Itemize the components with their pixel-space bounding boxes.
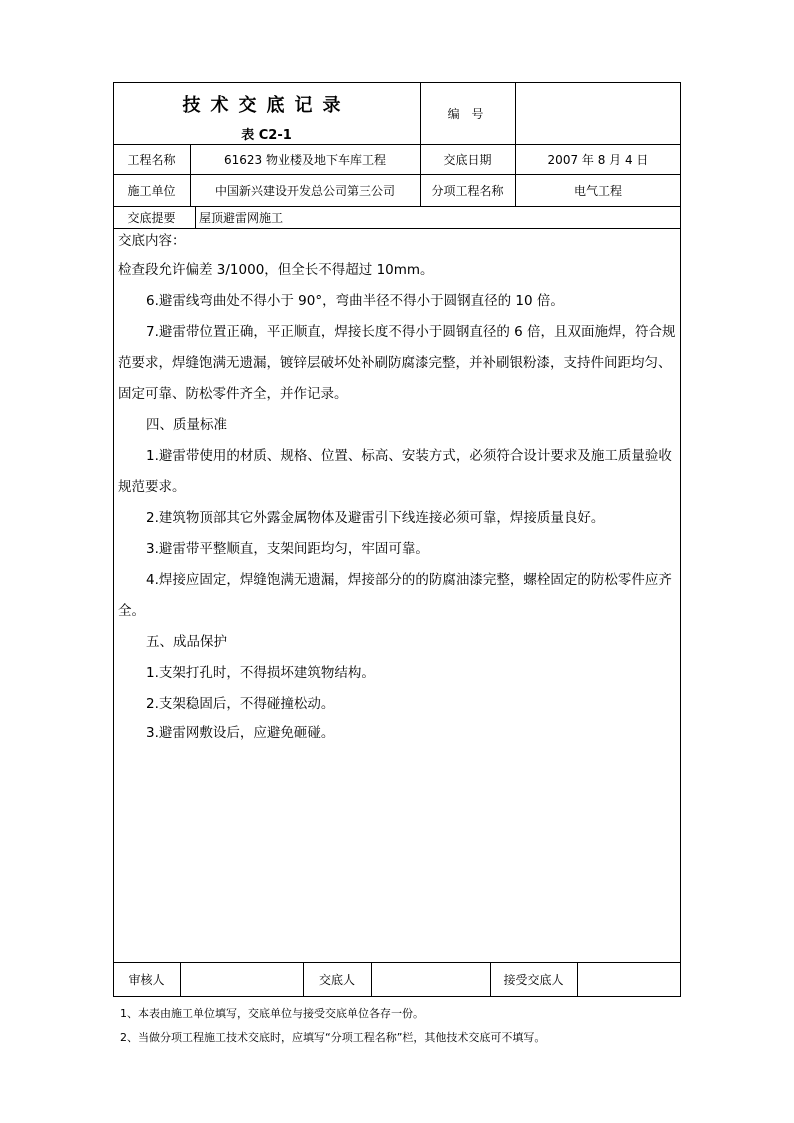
form-number: 表 C2-1 [241, 128, 292, 143]
content-paragraph: 2.支架稳固后，不得碰撞松动。 [146, 696, 335, 712]
content-paragraph: 1.支架打孔时，不得损坏建筑物结构。 [146, 665, 375, 681]
number-value[interactable] [515, 82, 681, 144]
number-label: 编 号 [447, 106, 488, 121]
content-paragraph: 2.建筑物顶部其它外露金属物体及避雷引下线连接必须可靠，焊接质量良好。 [146, 510, 605, 526]
discloser-value[interactable] [371, 962, 490, 997]
receiver-value[interactable] [577, 962, 681, 997]
divider [113, 228, 681, 229]
content-paragraph: 3.避雷带平整顺直，支架间距均匀，牢固可靠。 [146, 541, 429, 557]
content-paragraph: 1.避雷带使用的材质、规格、位置、标高、安装方式，必须符合设计要求及施工质量验收规范要求。 [118, 448, 672, 495]
subproject-label: 分项工程名称 [431, 183, 504, 198]
footnote: 2、当做分项工程施工技术交底时，应填写“分项工程名称”栏，其他技术交底可不填写。 [120, 1031, 546, 1044]
divider [195, 206, 196, 228]
content-paragraph: 7.避雷带位置正确，平正顺直，焊接长度不得小于圆钢直径的 6 倍，且双面施焊，符合规范要求，焊缝饱满无遗漏，镀锌层破坏处补刷防腐漆完整，并补刷银粉漆，支持件间距均匀、固定可靠、防松零件齐全，并作记录。 [118, 324, 676, 402]
contractor-value[interactable]: 中国新兴建设开发总公司第三公司 [214, 183, 395, 198]
content-heading: 交底内容： [118, 233, 186, 249]
disclosure-content [118, 230, 676, 746]
section-heading: 五、成品保护 [146, 634, 227, 650]
footnote: 1、本表由施工单位填写，交底单位与接受交底单位各存一份。 [120, 1007, 424, 1020]
content-paragraph: 4.焊接应固定，焊缝饱满无遗漏，焊接部分的的防腐油漆完整，螺栓固定的防松零件应齐全。 [118, 572, 672, 619]
contractor-label: 施工单位 [127, 183, 176, 198]
content-paragraph: 检查段允许偏差 3/1000，但全长不得超过 10mm。 [118, 262, 434, 278]
project-name-value[interactable]: 61623 物业楼及地下车库工程 [224, 152, 386, 167]
date-value[interactable]: 2007 年 8 月 4 日 [547, 152, 649, 167]
reviewer-label: 审核人 [128, 973, 165, 987]
summary-label: 交底提要 [127, 210, 176, 225]
footnotes [120, 1002, 545, 1050]
form-title: 技术交底记录 [182, 95, 351, 116]
reviewer-value[interactable] [180, 962, 303, 997]
date-label: 交底日期 [443, 152, 492, 167]
subproject-value[interactable]: 电气工程 [573, 183, 622, 198]
section-heading: 四、质量标准 [146, 417, 227, 433]
summary-value[interactable]: 屋顶避雷网施工 [199, 210, 284, 225]
discloser-label: 交底人 [318, 973, 355, 987]
content-paragraph: 3.避雷网敷设后，应避免砸碰。 [146, 725, 335, 741]
receiver-label: 接受交底人 [503, 973, 564, 987]
content-paragraph: 6.避雷线弯曲处不得小于 90°，弯曲半径不得小于圆钢直径的 10 倍。 [146, 293, 564, 309]
project-name-label: 工程名称 [127, 152, 176, 167]
